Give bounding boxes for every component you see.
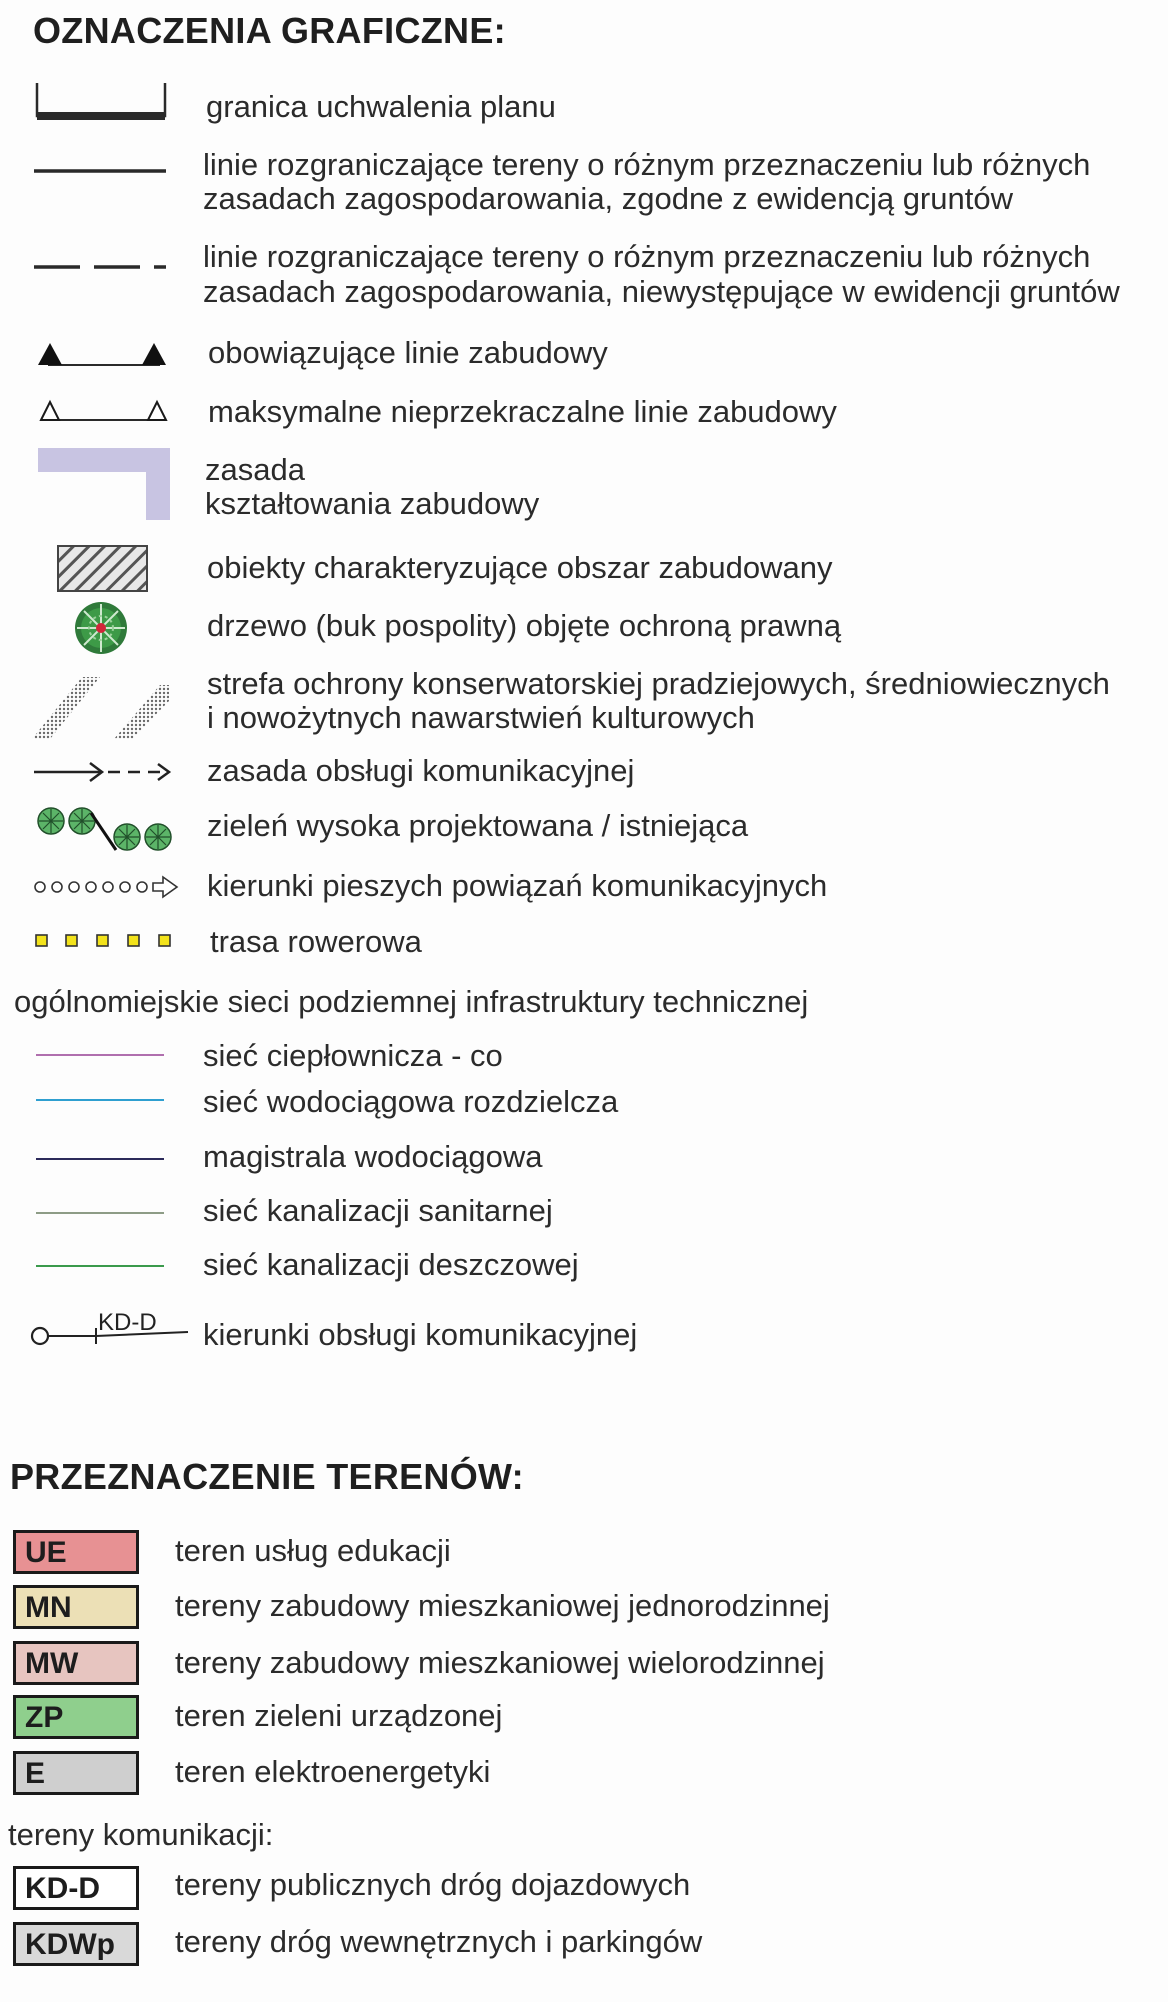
legend-item-text: linie rozgraniczające tereny o różnym przeznaczeniu lub różnych [203, 239, 1091, 274]
heating-network-line [36, 1054, 164, 1056]
network-label: sieć kanalizacji sanitarnej [203, 1193, 553, 1228]
landuse-label: teren zieleni urządzonej [175, 1698, 503, 1733]
plan-boundary-symbol [34, 80, 168, 122]
legend-item-text: obowiązujące linie zabudowy [208, 335, 608, 370]
legend-item-text: zieleń wysoka projektowana / istniejąca [207, 808, 749, 843]
trees-symbol [36, 803, 176, 855]
landuse-label: teren elektroenergetyki [175, 1754, 491, 1789]
dashed-line-symbol [34, 261, 168, 273]
landuse-code-zp: ZP [13, 1695, 139, 1739]
access-label: kierunki obsługi komunikacyjnej [203, 1317, 638, 1352]
landuse-code-mw: MW [13, 1641, 139, 1685]
protected-tree-icon [70, 600, 132, 656]
hatched-square-symbol [57, 545, 149, 593]
legend-item-text: maksymalne nieprzekraczalne linie zabudowy [208, 394, 837, 429]
access-code-label: KD-D [98, 1309, 157, 1336]
legend-item-text: kształtowania zabudowy [205, 486, 540, 521]
landuse-label: tereny zabudowy mieszkaniowej jednorodzinnej [175, 1588, 830, 1623]
legend-item-text: i nowożytnych nawarstwień kulturowych [207, 700, 755, 735]
pedestrian-route-symbol [33, 874, 183, 900]
transport-label: tereny dróg wewnętrznych i parkingów [175, 1924, 703, 1959]
transport-code-kd-d: KD-D [13, 1866, 139, 1910]
bike-route-symbol [34, 932, 179, 952]
transport-label: tereny publicznych dróg dojazdowych [175, 1867, 691, 1902]
legend-item-text: granica uchwalenia planu [206, 89, 556, 124]
network-label: magistrala wodociągowa [203, 1139, 543, 1174]
legend-item-text: linie rozgraniczające tereny o różnym przeznaczeniu lub różnych [203, 147, 1091, 182]
solid-line-symbol [34, 165, 168, 177]
networks-heading: ogólnomiejskie sieci podziemnej infrastruktury technicznej [14, 984, 809, 1019]
landuse-label: teren usług edukacji [175, 1533, 451, 1568]
landuse-label: tereny zabudowy mieszkaniowej wielorodzinnej [175, 1645, 825, 1680]
legend-item-text: zasadach zagospodarowania, niewystępujące w ewidencji gruntów [203, 274, 1120, 309]
transport-heading: tereny komunikacji: [8, 1817, 274, 1852]
legend-item-text: obiekty charakteryzujące obszar zabudowany [207, 550, 833, 585]
network-label: sieć kanalizacji deszczowej [203, 1247, 579, 1282]
access-arrow-symbol [32, 757, 174, 787]
landuse-code-e: E [13, 1751, 139, 1795]
legend-item-text: kierunki pieszych powiązań komunikacyjnych [207, 868, 828, 903]
network-label: sieć wodociągowa rozdzielcza [203, 1084, 619, 1119]
legend-item-text: drzewo (buk pospolity) objęte ochroną prawną [207, 608, 842, 643]
water-distribution-line [36, 1099, 164, 1101]
transport-code-kdwp: KDWp [13, 1922, 139, 1966]
filled-triangle-line-symbol [36, 338, 170, 370]
network-label: sieć ciepłownicza - co [203, 1038, 503, 1073]
sanitary-sewer-line [36, 1212, 164, 1214]
open-triangle-line-symbol [36, 396, 170, 426]
legend-item-text: zasadach zagospodarowania, zgodne z ewidencją gruntów [203, 181, 1013, 216]
legend-item-text: zasada obsługi komunikacyjnej [207, 753, 635, 788]
legend-item-text: zasada [205, 452, 305, 487]
landuse-title: PRZEZNACZENIE TERENÓW: [10, 1456, 524, 1497]
water-main-line [36, 1158, 164, 1160]
building-rule-symbol [38, 448, 172, 523]
legend-title: OZNACZENIA GRAFICZNE: [33, 10, 506, 51]
landuse-code-mn: MN [13, 1585, 139, 1629]
legend-item-text: trasa rowerowa [210, 924, 422, 959]
landuse-code-ue: UE [13, 1530, 139, 1574]
dotted-conservation-zone-symbol [30, 675, 175, 745]
legend-item-text: strefa ochrony konserwatorskiej pradziejowych, średniowiecznych [207, 666, 1110, 701]
storm-sewer-line [36, 1265, 164, 1267]
